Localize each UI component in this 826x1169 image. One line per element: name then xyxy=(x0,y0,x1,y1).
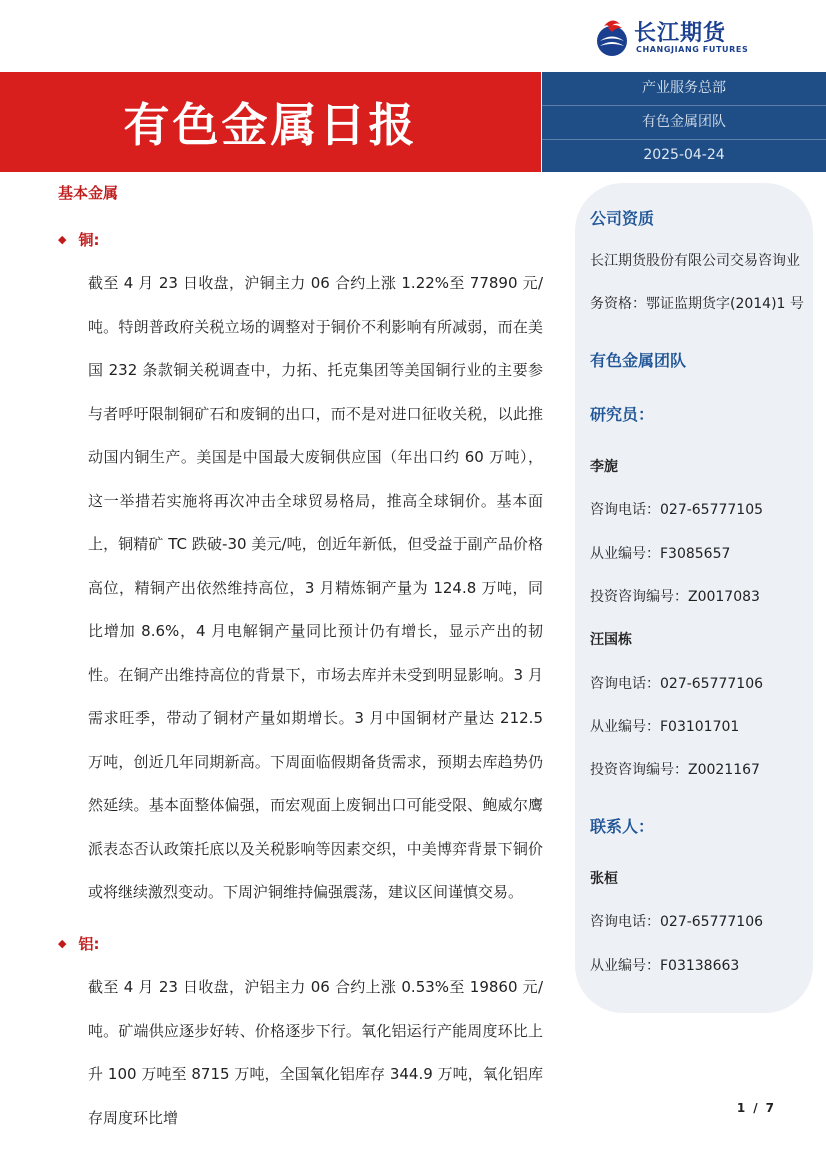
aluminum-paragraph: 截至 4 月 23 日收盘，沪铝主力 06 合约上涨 0.53%至 19860 元/吨。矿端供应逐步好转、价格逐步下行。氧化铝运行产能周度环比上升 100 万吨至 8715 万吨，全国氧化铝库存 344.9 万吨，氧化铝库存周度环比增 xyxy=(88,978,543,1127)
researcher-practice-number: 从业编号：F3085657 xyxy=(590,546,731,562)
diamond-bullet-icon: ◆ xyxy=(58,233,67,246)
researcher-name: 汪国栋 xyxy=(590,632,632,648)
total-pages: 7 xyxy=(765,1101,774,1115)
company-qualification: 长江期货股份有限公司交易咨询业 xyxy=(590,253,800,269)
researcher-advisory-number: 投资咨询编号：Z0021167 xyxy=(590,762,760,778)
license-number: 务资格：鄂证监期货字(2014)1 号 xyxy=(590,296,804,312)
logo-emblem-icon xyxy=(592,14,632,58)
diamond-bullet-icon: ◆ xyxy=(58,937,67,950)
researcher-practice-number: 从业编号：F03101701 xyxy=(590,719,740,735)
logo-name-cn: 长江期货 xyxy=(634,21,727,46)
aluminum-heading xyxy=(58,933,99,954)
copper-paragraph: 截至 4 月 23 日收盘，沪铜主力 06 合约上涨 1.22%至 77890 元/吨。特朗普政府关税立场的调整对于铜价不利影响有所减弱，而在美国 232 条款铜关税调查中，力拓、托克集团等美国铜行业的主要参与者呼吁限制铜矿石和废铜的出口，而不是对进口征收关税，以此推动国内铜生产。美国是中国最大废铜供应国（年出口约 60 万吨），这一举措若实施将再次冲击全球贸易格局，推高全球铜价。基本面上，铜精矿 TC 跌破-30 美元/吨，创近年新低，但受益于副产品价格高位，精铜产出依然维持高位，3 月精炼铜产量为 124.8 万吨，同比增加 8.6%，4 月电解铜产量同比预计仍有增长，显示产出的韧性。在铜产出维持高位的背景下，市场去库并未受到明显影响。3 月需求旺季，带动了铜材产量如期增长。3 月中国铜材产量达 212.5 万吨，创近几年同期新高。下周面临假期备货需求，预期去库趋势仍然延续。基本面整体偏强，而宏观面上废铜出口可能受限、鲍威尔鹰派表态否认政策托底以及关税影响等因素交织，中美博弈背景下铜价或将继续激烈变动。下周沪铜维持偏强震荡，建议区间谨慎交易。 xyxy=(88,274,543,901)
copper-heading xyxy=(58,229,99,250)
aluminum-heading-label: 铝: xyxy=(78,935,100,953)
team-label: 有色金属团队 xyxy=(542,106,826,140)
copper-heading-label: 铜: xyxy=(78,231,100,249)
contact-title: 联系人： xyxy=(590,817,655,836)
page-number xyxy=(733,1101,778,1115)
researcher-name: 李旎 xyxy=(590,459,618,475)
contact-name: 张桓 xyxy=(590,871,618,887)
current-page: 1 xyxy=(736,1101,746,1115)
report-title: 有色金属日报 xyxy=(123,98,418,152)
banner-info-panel xyxy=(542,72,826,172)
report-date: 2025-04-24 xyxy=(643,147,725,163)
qualification-title: 公司资质 xyxy=(590,209,655,228)
page-separator: / xyxy=(753,1101,758,1115)
contact-phone: 咨询电话：027-65777106 xyxy=(590,914,764,930)
researcher-phone: 咨询电话：027-65777105 xyxy=(590,502,764,518)
researcher-title: 研究员： xyxy=(590,405,655,424)
company-logo xyxy=(592,12,772,60)
researcher-phone: 咨询电话：027-65777106 xyxy=(590,676,764,692)
researcher-advisory-number: 投资咨询编号：Z0017083 xyxy=(590,589,760,605)
logo-name-en: CHANGJIANG FUTURES xyxy=(636,45,749,54)
contact-practice-number: 从业编号：F03138663 xyxy=(590,958,740,974)
section-title: 基本金属 xyxy=(58,184,119,202)
header-banner xyxy=(0,72,826,172)
department-label: 产业服务总部 xyxy=(542,72,826,106)
team-title: 有色金属团队 xyxy=(590,351,687,370)
